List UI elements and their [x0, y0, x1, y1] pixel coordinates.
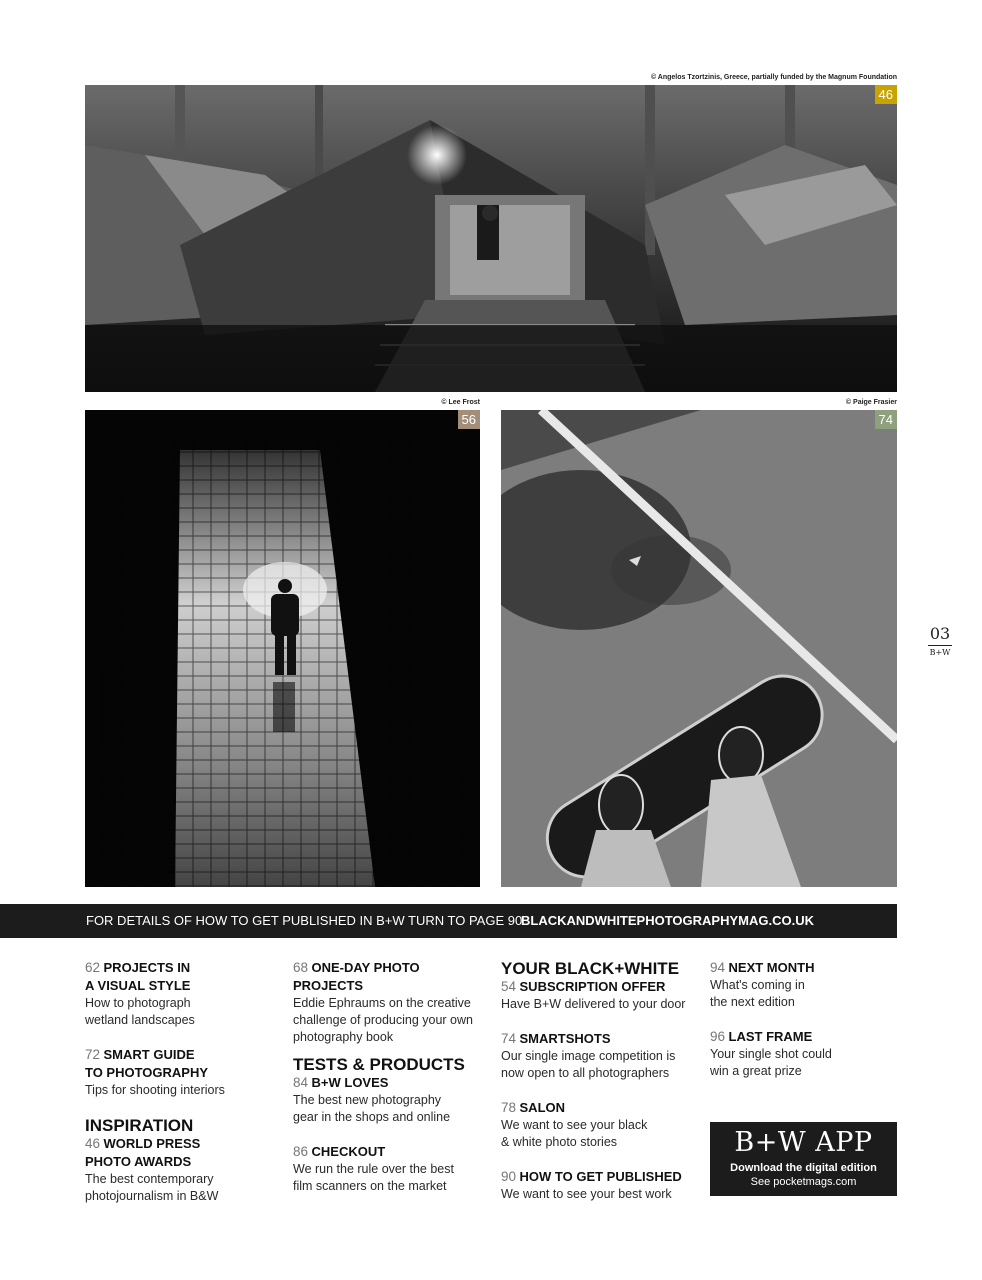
section-heading-tests-products: TESTS & PRODUCTS [293, 1055, 465, 1074]
entry-page: 90 [501, 1169, 517, 1184]
entry-desc-cont: photojournalism in B&W [85, 1189, 219, 1203]
page-number: 03 [929, 624, 951, 643]
entry-desc: We want to see your black [501, 1118, 648, 1132]
entry-desc: Your single shot could [710, 1047, 832, 1061]
entry-desc: Our single image competition is [501, 1049, 676, 1063]
entry-desc-cont: the next edition [710, 995, 795, 1009]
entry-page: 84 [293, 1075, 309, 1090]
contents-entry[interactable] [501, 1099, 701, 1151]
folio-rule [928, 645, 952, 646]
photo-man-walking [85, 410, 480, 887]
entry-desc: Tips for shooting interiors [85, 1083, 225, 1097]
entry-desc-cont: win a great prize [710, 1064, 802, 1078]
entry-page: 96 [710, 1029, 726, 1044]
contents-entry[interactable] [710, 959, 897, 1011]
entry-page: 78 [501, 1100, 517, 1115]
entry-title-cont: TO PHOTOGRAPHY [85, 1065, 209, 1080]
entry-desc-cont: gear in the shops and online [293, 1110, 451, 1124]
entry-title-cont: PROJECTS [293, 978, 364, 993]
entry-title: CHECKOUT [311, 1144, 386, 1159]
entry-desc: The best new photography [293, 1093, 442, 1107]
banner-text: FOR DETAILS OF HOW TO GET PUBLISHED IN B+W TURN TO PAGE 90 [86, 913, 523, 928]
app-promo-box[interactable] [710, 1122, 897, 1196]
contents-column-3 [501, 959, 701, 1220]
page-badge-56: 56 [458, 410, 480, 429]
photo-refugee-tents [85, 85, 897, 392]
contents-entry[interactable] [501, 1030, 701, 1082]
contents-entry[interactable] [710, 1028, 897, 1080]
contents-column-1 [85, 959, 275, 1222]
entry-page: 46 [85, 1136, 101, 1151]
folio-mag: B+W [929, 648, 951, 657]
contents-column-4 [710, 959, 897, 1097]
entry-desc: Have B+W delivered to your door [501, 997, 686, 1011]
entry-title: SUBSCRIPTION OFFER [519, 979, 666, 994]
entry-title: SALON [519, 1100, 566, 1115]
entry-desc: How to photograph [85, 996, 191, 1010]
contents-entry[interactable] [293, 1143, 493, 1195]
entry-page: 94 [710, 960, 726, 975]
entry-page: 68 [293, 960, 309, 975]
entry-desc-cont: challenge of producing your own [293, 1013, 473, 1027]
app-line-download: Download the digital edition [730, 1162, 877, 1174]
section-heading-inspiration: INSPIRATION [85, 1116, 194, 1135]
entry-desc-cont: photography book [293, 1030, 394, 1044]
entry-title: PROJECTS IN [103, 960, 191, 975]
entry-page: 62 [85, 960, 101, 975]
entry-title: NEXT MONTH [728, 960, 815, 975]
entry-desc: We run the rule over the best [293, 1162, 454, 1176]
photo-credit-right: © Paige Frasier [845, 399, 897, 406]
entry-title: ONE-DAY PHOTO [311, 960, 420, 975]
entry-title-cont: PHOTO AWARDS [85, 1154, 192, 1169]
website-link[interactable]: BLACKANDWHITEPHOTOGRAPHYMAG.CO.UK [521, 913, 814, 928]
app-title: B+W APP [734, 1127, 873, 1158]
contents-entry[interactable] [85, 1135, 275, 1205]
entry-title: WORLD PRESS [103, 1136, 201, 1151]
app-line-pocketmags[interactable]: See pocketmags.com [750, 1176, 857, 1188]
section-heading-your-bw: YOUR BLACK+WHITE [501, 959, 680, 978]
contents-column-2 [293, 959, 493, 1212]
entry-desc-cont: now open to all photographers [501, 1066, 670, 1080]
entry-page: 86 [293, 1144, 309, 1159]
entry-page: 54 [501, 979, 517, 994]
photo-credit-left: © Lee Frost [441, 399, 480, 406]
page-badge-46: 46 [875, 85, 897, 104]
contents-entry[interactable] [293, 1074, 493, 1126]
page-folio [924, 625, 956, 658]
entry-title: LAST FRAME [728, 1029, 813, 1044]
entry-desc: The best contemporary [85, 1172, 214, 1186]
contents-entry[interactable] [501, 1168, 701, 1203]
publish-banner [0, 904, 897, 938]
entry-title: HOW TO GET PUBLISHED [519, 1169, 682, 1184]
entry-desc-cont: film scanners on the market [293, 1179, 447, 1193]
entry-title-cont: A VISUAL STYLE [85, 978, 191, 993]
entry-desc-cont: wetland landscapes [85, 1013, 195, 1027]
entry-desc: We want to see your best work [501, 1187, 672, 1201]
entry-page: 72 [85, 1047, 101, 1062]
entry-desc: What's coming in [710, 978, 805, 992]
entry-title: SMARTSHOTS [519, 1031, 611, 1046]
photo-skateboard [501, 410, 897, 887]
contents-entry[interactable] [85, 1046, 275, 1099]
entry-desc: Eddie Ephraums on the creative [293, 996, 471, 1010]
entry-page: 74 [501, 1031, 517, 1046]
page-badge-74: 74 [875, 410, 897, 429]
contents-entry[interactable] [501, 978, 701, 1013]
contents-entry[interactable] [293, 959, 493, 1046]
entry-desc-cont: & white photo stories [501, 1135, 618, 1149]
photo-credit-top: © Angelos Tzortzinis, Greece, partially funded by the Magnum Foundation [650, 74, 897, 81]
entry-title: B+W LOVES [311, 1075, 389, 1090]
entry-title: SMART GUIDE [103, 1047, 195, 1062]
contents-entry[interactable] [85, 959, 275, 1029]
